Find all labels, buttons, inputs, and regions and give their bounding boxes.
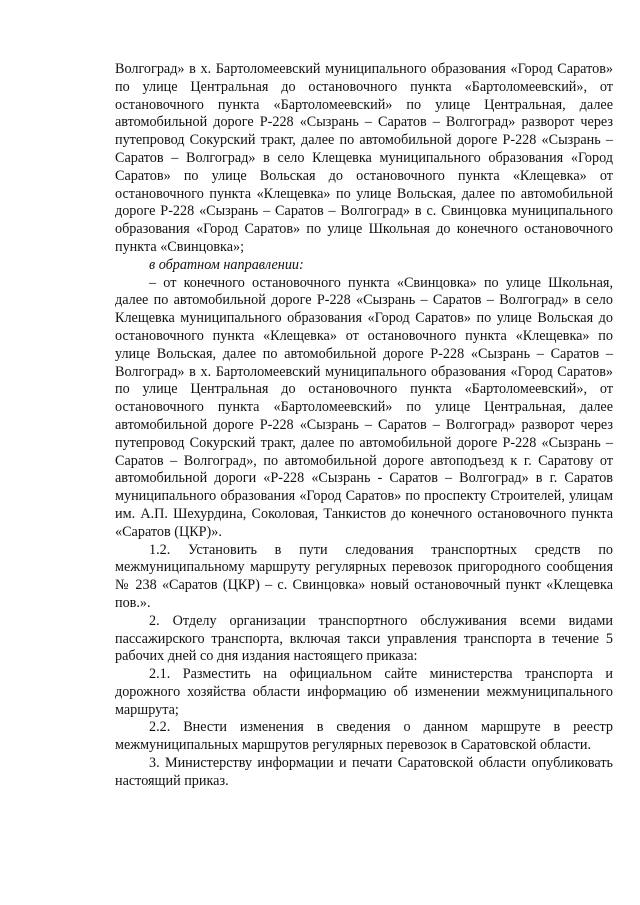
paragraph-item-2: 2. Отделу организации транспортного обслуживания всеми видами пассажирского транспорта, включая такси управления транспорта в течение 5 рабочих дней со дня издания настоящего приказа:	[115, 612, 613, 665]
paragraph-item-2-1: 2.1. Разместить на официальном сайте министерства транспорта и дорожного хозяйства области информацию об изменении межмуниципального маршрута;	[115, 666, 613, 718]
paragraph-route-continuation: Волгоград» в х. Бартоломеевский муниципального образования «Город Саратов» по улице Центральная до остановочного пункта «Бартоломеевский», от остановочного пункта «Бартоломеевский» по улице Центральная, далее автомобильной дороге Р-228 «Сызрань – Саратов – Волгоград» разворот через путепровод Сокурский тракт, далее по автомобильной дороге Р-228 «Сызрань – Саратов – Волгоград» в село Клещевка муниципального образования «Город Саратов» по улице Вольская до остановочного пункта «Клещевка» от остановочного пункта «Клещевка» по улице Вольская, далее по автомобильной дороге Р-228 «Сызрань – Саратов – Волгоград» в с. Свинцовка муниципального образования «Город Саратов» по улице Школьная до конечного остановочного пункта «Свинцовка»;	[115, 61, 613, 255]
paragraph-item-3: 3. Министерству информации и печати Саратовской области опубликовать настоящий приказ.	[115, 755, 613, 789]
paragraph-item-2-2: 2.2. Внести изменения в сведения о данном маршруте в реестр межмуниципальных маршрутов регулярных перевозок в Саратовской области.	[115, 719, 613, 754]
paragraph-reverse-direction-heading: в обратном направлении:	[149, 256, 304, 273]
paragraph-item-1-2: 1.2. Установить в пути следования транспортных средств по межмуниципальному маршруту регулярных перевозок пригородного сообщения № 238 «Саратов (ЦКР) – с. Свинцовка» новый остановочный пункт «Клещевка пов.».	[115, 541, 613, 611]
paragraph-reverse-route: – от конечного остановочного пункта «Свинцовка» по улице Школьная, далее по автомобильной дороге Р-228 «Сызрань – Саратов – Волгоград» в село Клещевка муниципального образования «Город Саратов» по улице Вольская до остановочного пункта «Клещевка» от остановочного пункта «Клещевка» по улице Вольская, далее по автомобильной дороге Р-228 «Сызрань – Саратов – Волгоград» в х. Бартоломеевский муниципального образования «Город Саратов» по улице Центральная до остановочного пункта «Бартоломеевский», от остановочного пункта «Бартоломеевский» по улице Центральная, далее автомобильной дороге Р-228 «Сызрань – Саратов – Волгоград» разворот через путепровод Сокурский тракт, далее по автомобильной дороге Р-228 «Сызрань – Саратов – Волгоград», по автомобильной дороге автоподъезд к г. Саратову от автомобильной дороги «Р-228 «Сызрань - Саратов – Волгоград» в г. Саратов муниципального образования «Город Саратов» по проспекту Строителей, улицам им. А.П. Шехурдина, Соколовая, Танкистов до конечного остановочного пункта «Саратов (ЦКР)».	[115, 274, 613, 540]
page-body-text	[115, 61, 613, 791]
